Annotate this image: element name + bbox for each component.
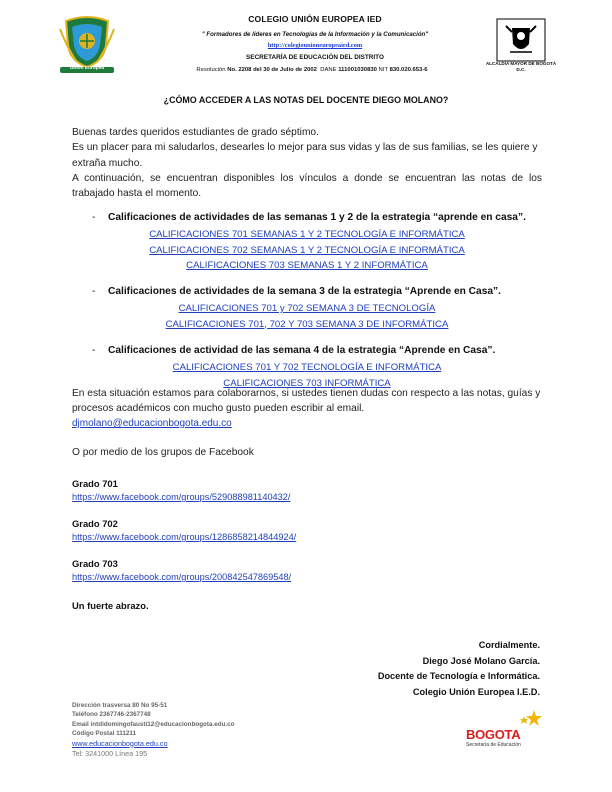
- resolution-number: No. 2208 del 30 de Julio de 2002: [227, 67, 317, 73]
- facebook-group-703-link[interactable]: https://www.facebook.com/groups/200842547869548/: [72, 572, 292, 582]
- section-title: Calificaciones de actividades de las semanas 1 y 2 de la estrategia “aprende en casa”.: [108, 212, 526, 223]
- dane-number: 111001030830: [338, 67, 377, 73]
- grades-link-701-702-week-4[interactable]: CALIFICACIONES 701 Y 702 TECNOLOGÍA E INFORMÁTICA: [172, 362, 442, 373]
- closing-text: Un fuerte abrazo.: [72, 600, 149, 611]
- footer-website-link[interactable]: www.educacionbogota.edu.co: [72, 738, 168, 748]
- grades-link-701-weeks-1-2[interactable]: CALIFICACIONES 701 SEMANAS 1 Y 2 TECNOLOGÍA E INFORMÁTICA: [149, 229, 465, 240]
- footer-contact: [72, 701, 235, 759]
- resolution-label: Resolución: [196, 67, 226, 73]
- teacher-email-link[interactable]: djmolano@educacionbogota.edu.co: [72, 418, 232, 429]
- footer-email: Email intdidomingofausti12@educacionbogota.edu.co: [72, 720, 235, 728]
- footer-address: Dirección trasversa 80 No 95-51: [72, 702, 168, 709]
- signature-line-3: Docente de Tecnología e Informática.: [377, 671, 540, 681]
- school-motto: " Formadores de líderes en Tecnologías de la Información y la Comunicación": [201, 31, 429, 38]
- grades-link-701-702-week-3-tech[interactable]: CALIFICACIONES 701 y 702 SEMANA 3 DE TECNOLOGÍA: [178, 303, 436, 314]
- intro-line-3: A continuación, se encuentran disponibles los vínculos a donde se encuentran las notas de los trabajado hasta el momento.: [72, 172, 542, 200]
- nit-number: 830.020.653-6: [389, 67, 428, 73]
- grades-link-703-week-4[interactable]: CALIFICACIONES 703 INFORMÁTICA: [223, 377, 391, 389]
- page-title: ¿CÓMO ACCEDER A LAS NOTAS DEL DOCENTE DIEGO MOLANO?: [163, 95, 449, 105]
- grade-701-label: Grado 701: [72, 478, 118, 489]
- bullet-dash: -: [92, 345, 96, 356]
- bullet-dash: -: [92, 212, 96, 223]
- footer-tel: Tel: 3241000 Línea 195: [72, 749, 148, 759]
- greeting-text: Buenas tardes queridos estudiantes de grado séptimo.: [72, 127, 319, 138]
- bullet-dash: -: [92, 286, 96, 297]
- nit-label: NIT: [378, 67, 388, 73]
- bogota-coat-of-arms-logo: [496, 18, 546, 62]
- grade-702-label: Grado 702: [72, 518, 118, 529]
- footer-phone: Teléfono 2367746-2367748: [72, 711, 151, 719]
- intro-line-2: Es un placer para mi saludarlos, desearles lo mejor para sus vidas y las de sus familias, se les quiere y extraña mucho.: [72, 142, 538, 169]
- grades-link-701-702-703-week-3-info[interactable]: CALIFICACIONES 701, 702 Y 703 SEMANA 3 DE INFORMÁTICA: [165, 318, 449, 330]
- bogota-wordmark: BOGOTA: [466, 727, 521, 742]
- section-2-links: [72, 301, 542, 332]
- resolution-line: [137, 67, 487, 73]
- section-title: Calificaciones de actividades de la semana 3 de la estrategia “Aprende en Casa”.: [108, 286, 501, 297]
- section-1-links: [72, 227, 542, 274]
- email-line: [72, 418, 232, 429]
- dane-label: DANE: [320, 67, 337, 73]
- grades-link-703-weeks-1-2[interactable]: CALIFICACIONES 703 SEMANAS 1 Y 2 INFORMÁTICA: [186, 260, 428, 271]
- signature-line-2: Diego José Molano García.: [422, 655, 540, 666]
- signature-block: [240, 638, 540, 700]
- facebook-group-702-link[interactable]: https://www.facebook.com/groups/1286858214844924/: [72, 532, 297, 542]
- logo-caption: Unión Europea: [69, 66, 105, 71]
- school-name: COLEGIO UNIÓN EUROPEA IED: [248, 14, 382, 24]
- intro-paragraph: [72, 125, 542, 201]
- school-website-link[interactable]: http://colegiounioneuropeaied.com: [267, 42, 363, 49]
- contact-paragraph: En esta situación estamos para colaborarnos, si ustedes tienen dudas con respecto a las notas, guías y procesos académicos con mucho gusto pueden escribir al email.: [72, 388, 541, 415]
- grades-link-702-weeks-1-2[interactable]: CALIFICACIONES 702 SEMANAS 1 Y 2 TECNOLOGÍA E INFORMÁTICA: [149, 244, 465, 256]
- government-label: ALCALDÍA MAYOR DE BOGOTÁ D.C.: [485, 61, 557, 72]
- facebook-intro: O por medio de los grupos de Facebook: [72, 447, 254, 458]
- section-title: Calificaciones de actividad de las semana 4 de la estrategia “Aprende en Casa”.: [108, 345, 496, 356]
- bogota-subtitle: Secretaría de Educación: [466, 742, 521, 748]
- footer-postal: Código Postal 111211: [72, 730, 137, 738]
- grade-701-link-row: [72, 492, 290, 502]
- signature-line-1: Cordialmente.: [478, 640, 540, 650]
- grade-702-link-row: [72, 532, 296, 542]
- secretariat-label: SECRETARÍA DE EDUCACIÓN DEL DISTRITO: [246, 54, 384, 61]
- grade-703-link-row: [72, 572, 291, 582]
- grade-703-label: Grado 703: [72, 558, 118, 569]
- signature-line-4: Colegio Unión Europea I.E.D.: [412, 686, 540, 697]
- facebook-group-701-link[interactable]: https://www.facebook.com/groups/529088981140432/: [72, 492, 291, 502]
